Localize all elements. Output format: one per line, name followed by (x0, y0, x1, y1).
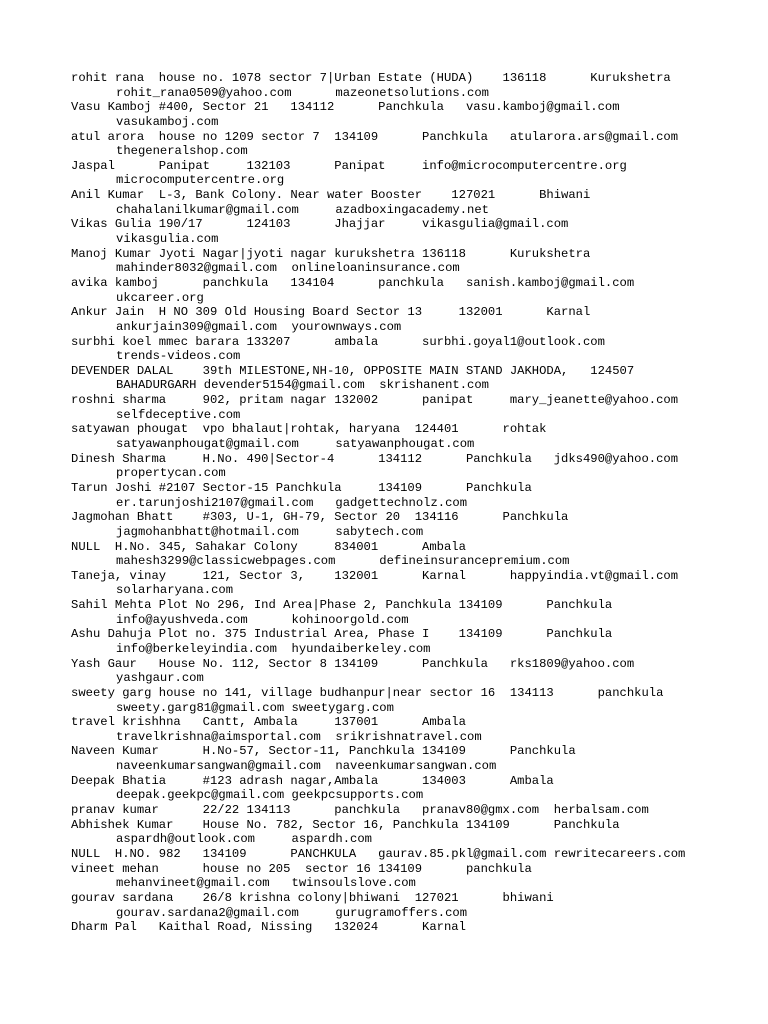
record-line-secondary: deepak.geekpc@gmail.com geekpcsupports.com (116, 788, 424, 803)
record-line-primary: Dharm Pal Kaithal Road, Nissing 132024 Karnal (71, 920, 466, 935)
record-line-secondary: solarharyana.com (116, 583, 234, 598)
record-line-primary: Yash Gaur House No. 112, Sector 8 134109 Panchkula rks1809@yahoo.com (71, 656, 635, 671)
record-line-primary: Dinesh Sharma H.No. 490|Sector-4 134112 Panchkula jdks490@yahoo.com (71, 451, 679, 466)
record-line-primary: Sahil Mehta Plot No 296, Ind Area|Phase 2, Panchkula 134109 Panchkula (71, 598, 613, 613)
record-line-secondary: ankurjain309@gmail.com yourownways.com (116, 319, 402, 334)
record-line-secondary: travelkrishna@aimsportal.com srikrishnatravel.com (116, 729, 482, 744)
record-line-primary: Taneja, vinay 121, Sector 3, 132001 Karnal happyindia.vt@gmail.com (71, 568, 679, 583)
record-line-secondary: BAHADURGARH devender5154@gmail.com skrishanent.com (116, 378, 489, 393)
record-line-secondary: trends-videos.com (116, 349, 241, 364)
record-line-secondary: ukcareer.org (116, 290, 204, 305)
record-line-primary: Tarun Joshi #2107 Sector-15 Panchkula 134109 Panchkula (71, 480, 532, 495)
record-line-secondary: chahalanilkumar@gmail.com azadboxingacademy.net (116, 202, 489, 217)
record-line-secondary: propertycan.com (116, 466, 226, 481)
record-line-primary: DEVENDER DALAL 39th MILESTONE,NH-10, OPPOSITE MAIN STAND JAKHODA, 124507 (71, 363, 635, 378)
record-line-secondary: satyawanphougat@gmail.com satyawanphougat.com (116, 437, 475, 452)
record-line-primary: gourav sardana 26/8 krishna colony|bhiwani 127021 bhiwani (71, 890, 554, 905)
record-line-primary: rohit rana house no. 1078 sector 7|Urban Estate (HUDA) 136118 Kurukshetra (71, 71, 671, 85)
record-line-secondary: er.tarunjoshi2107@gmail.com gadgettechnolz.com (116, 495, 468, 510)
record-line-secondary: jagmohanbhatt@hotmail.com sabytech.com (116, 524, 424, 539)
record-line-primary: Anil Kumar L-3, Bank Colony. Near water Booster 127021 Bhiwani (71, 188, 591, 203)
record-line-primary: Ankur Jain H NO 309 Old Housing Board Sector 13 132001 Karnal (71, 305, 591, 320)
record-line-primary: Vikas Gulia 190/17 124103 Jhajjar vikasgulia@gmail.com (71, 217, 569, 232)
record-line-secondary: microcomputercentre.org (116, 173, 285, 188)
record-line-secondary: sweety.garg81@gmail.com sweetygarg.com (116, 700, 394, 715)
record-line-primary: roshni sharma 902, pritam nagar 132002 panipat mary_jeanette@yahoo.com (71, 393, 679, 408)
record-line-secondary: thegeneralshop.com (116, 144, 248, 159)
record-list (71, 71, 731, 935)
record-line-secondary: aspardh@outlook.com aspardh.com (116, 832, 372, 847)
record-line-secondary: naveenkumarsangwan@gmail.com naveenkumarsangwan.com (116, 759, 497, 774)
record-line-primary: avika kamboj panchkula 134104 panchkula sanish.kamboj@gmail.com (71, 275, 635, 290)
record-line-secondary: vasukamboj.com (116, 114, 219, 129)
record-line-secondary: selfdeceptive.com (116, 407, 241, 422)
record-line-primary: Vasu Kamboj #400, Sector 21 134112 Panchkula vasu.kamboj@gmail.com (71, 100, 620, 115)
record-line-secondary: yashgaur.com (116, 671, 204, 686)
record-line-secondary: mahesh3299@classicwebpages.com defineinsurancepremium.com (116, 554, 570, 569)
record-line-primary: vineet mehan house no 205 sector 16 134109 panchkula (71, 861, 532, 876)
record-line-primary: atul arora house no 1209 sector 7 134109 Panchkula atularora.ars@gmail.com (71, 129, 679, 144)
record-line-primary: Jagmohan Bhatt #303, U-1, GH-79, Sector 20 134116 Panchkula (71, 510, 569, 525)
record-line-primary: Deepak Bhatia #123 adrash nagar,Ambala 134003 Ambala (71, 773, 554, 788)
record-line-secondary: mahinder8032@gmail.com onlineloaninsurance.com (116, 261, 460, 276)
record-line-primary: Ashu Dahuja Plot no. 375 Industrial Area, Phase I 134109 Panchkula (71, 627, 613, 642)
record-line-secondary: vikasgulia.com (116, 232, 219, 247)
record-line-primary: satyawan phougat vpo bhalaut|rohtak, haryana 124401 rohtak (71, 422, 547, 437)
record-line-primary: Manoj Kumar Jyoti Nagar|jyoti nagar kurukshetra 136118 Kurukshetra (71, 246, 591, 261)
record-line-secondary: rohit_rana0509@yahoo.com mazeonetsolutions.com (116, 85, 489, 100)
record-line-primary: surbhi koel mmec barara 133207 ambala surbhi.goyal1@outlook.com (71, 334, 605, 349)
record-line-primary: Naveen Kumar H.No-57, Sector-11, Panchkula 134109 Panchkula (71, 744, 576, 759)
record-line-primary: NULL H.No. 345, Sahakar Colony 834001 Ambala (71, 539, 466, 554)
record-line-primary: Jaspal Panipat 132103 Panipat info@microcomputercentre.org (71, 158, 627, 173)
record-line-secondary: info@ayushveda.com kohinoorgold.com (116, 612, 409, 627)
record-line-primary: NULL H.NO. 982 134109 PANCHKULA gaurav.85.pkl@gmail.com rewritecareers.com (71, 846, 686, 861)
record-line-secondary: info@berkeleyindia.com hyundaiberkeley.com (116, 641, 431, 656)
record-line-primary: travel krishhna Cantt, Ambala 137001 Ambala (71, 715, 466, 730)
record-line-secondary: gourav.sardana2@gmail.com gurugramoffers.com (116, 905, 468, 920)
record-line-primary: pranav kumar 22/22 134113 panchkula pranav80@gmx.com herbalsam.com (71, 803, 649, 818)
record-line-secondary: mehanvineet@gmail.com twinsoulslove.com (116, 876, 416, 891)
record-line-primary: Abhishek Kumar House No. 782, Sector 16, Panchkula 134109 Panchkula (71, 817, 620, 832)
record-line-primary: sweety garg house no 141, village budhanpur|near sector 16 134113 panchkula (71, 685, 664, 700)
